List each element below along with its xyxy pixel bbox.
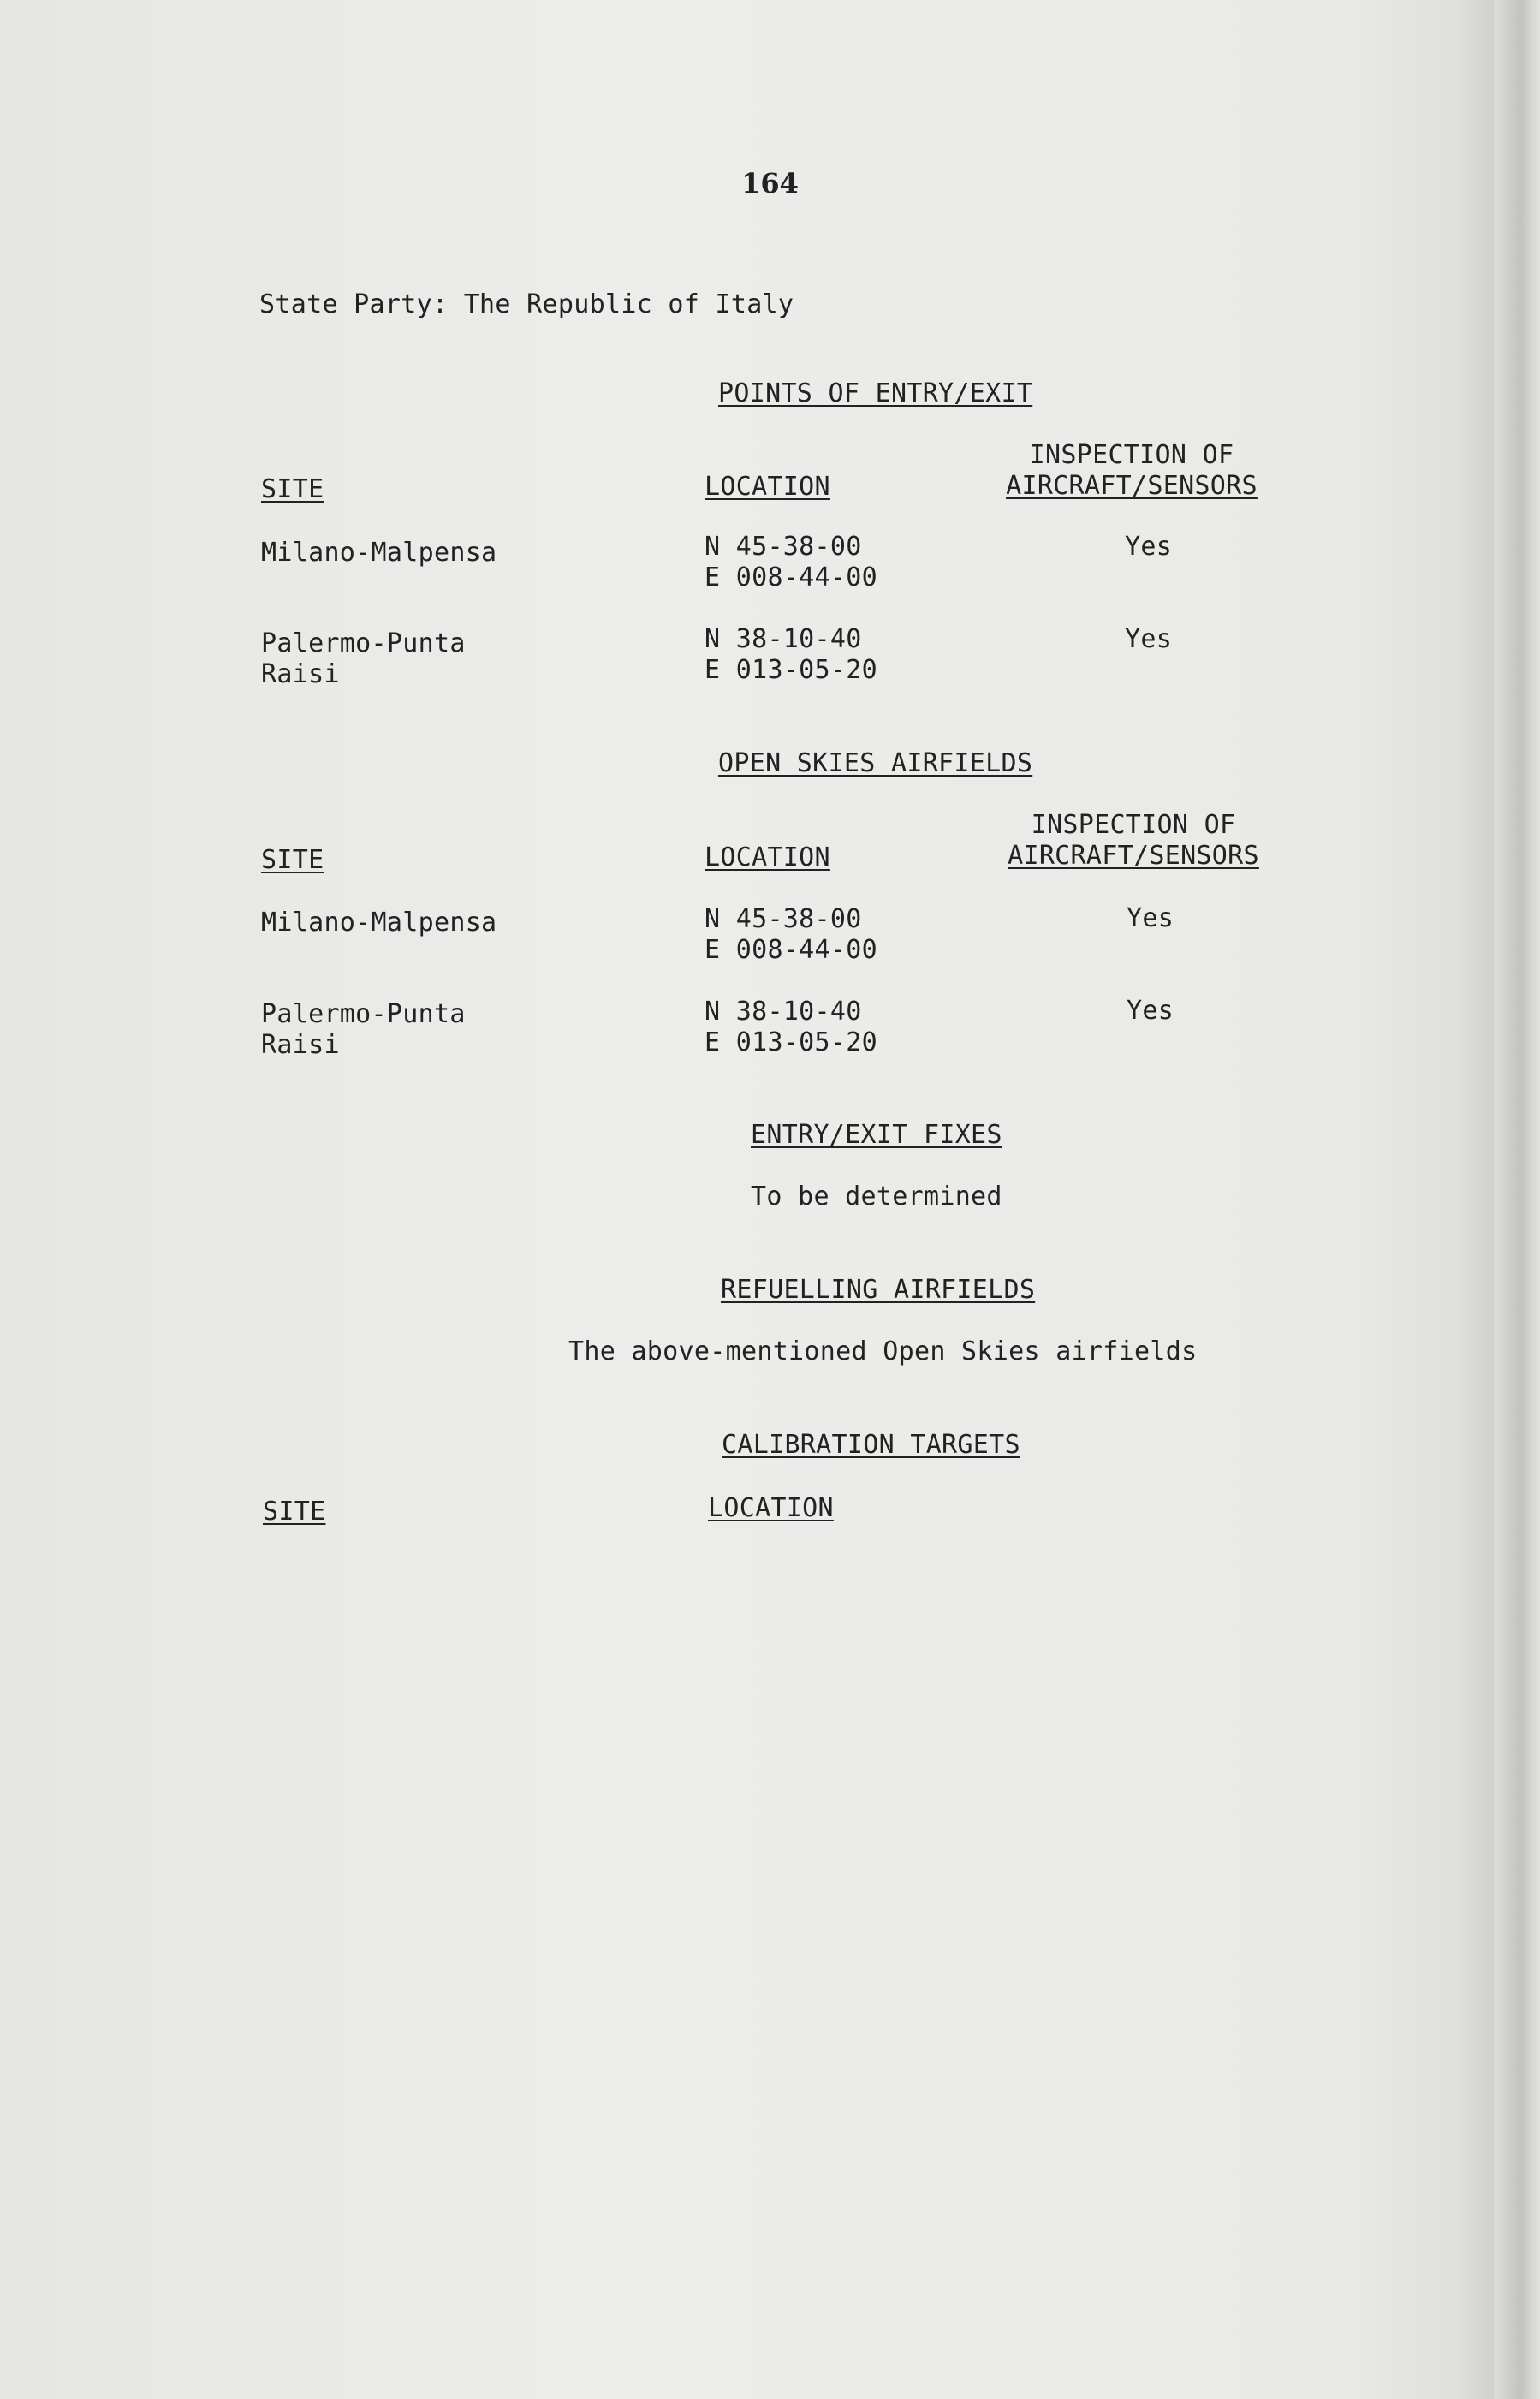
osa-row1-site: Milano-Malpensa — [261, 908, 497, 938]
page-number: 164 — [741, 167, 799, 199]
state-party-line: State Party: The Republic of Italy — [259, 289, 794, 319]
entry-exit-fixes-text: To be determined — [751, 1182, 1002, 1211]
poe-col-location: LOCATION — [705, 472, 830, 502]
osa-row1-lon: E 008-44-00 — [705, 935, 877, 965]
refuelling-airfields-heading: REFUELLING AIRFIELDS — [721, 1275, 1036, 1305]
poe-col-site: SITE — [261, 474, 324, 504]
poe-row2-site-line2: Raisi — [261, 659, 340, 689]
poe-row1-lat: N 45-38-00 — [705, 532, 862, 562]
open-skies-airfields-heading: OPEN SKIES AIRFIELDS — [718, 748, 1033, 778]
osa-col-site: SITE — [261, 845, 324, 875]
page-edge-shadow — [1455, 0, 1540, 2399]
osa-col-location: LOCATION — [705, 842, 830, 872]
points-of-entry-heading: POINTS OF ENTRY/EXIT — [718, 378, 1033, 408]
poe-col-inspection-line1: INSPECTION OF — [1029, 440, 1234, 470]
poe-row2-lat: N 38-10-40 — [705, 624, 862, 654]
poe-row2-lon: E 013-05-20 — [705, 655, 877, 685]
osa-row2-site-line1: Palermo-Punta — [261, 999, 466, 1029]
poe-row1-lon: E 008-44-00 — [705, 563, 877, 592]
poe-row1-site: Milano-Malpensa — [261, 538, 497, 568]
poe-col-inspection-line2: AIRCRAFT/SENSORS — [1006, 471, 1258, 501]
refuelling-airfields-text: The above-mentioned Open Skies airfields — [568, 1336, 1198, 1366]
osa-row2-inspection: Yes — [1127, 996, 1174, 1026]
osa-row2-site-line2: Raisi — [261, 1030, 340, 1060]
poe-row1-inspection: Yes — [1125, 532, 1173, 562]
osa-row1-inspection: Yes — [1127, 903, 1174, 933]
calibration-targets-heading: CALIBRATION TARGETS — [722, 1430, 1020, 1460]
osa-col-inspection-line1: INSPECTION OF — [1031, 810, 1236, 840]
poe-row2-inspection: Yes — [1125, 624, 1173, 654]
entry-exit-fixes-heading: ENTRY/EXIT FIXES — [751, 1120, 1002, 1150]
osa-row1-lat: N 45-38-00 — [705, 904, 862, 934]
osa-col-inspection-line2: AIRCRAFT/SENSORS — [1008, 841, 1259, 871]
poe-row2-site-line1: Palermo-Punta — [261, 628, 466, 658]
osa-row2-lat: N 38-10-40 — [705, 997, 862, 1027]
osa-row2-lon: E 013-05-20 — [705, 1027, 877, 1057]
ct-col-location: LOCATION — [708, 1493, 834, 1523]
ct-col-site: SITE — [263, 1497, 326, 1527]
